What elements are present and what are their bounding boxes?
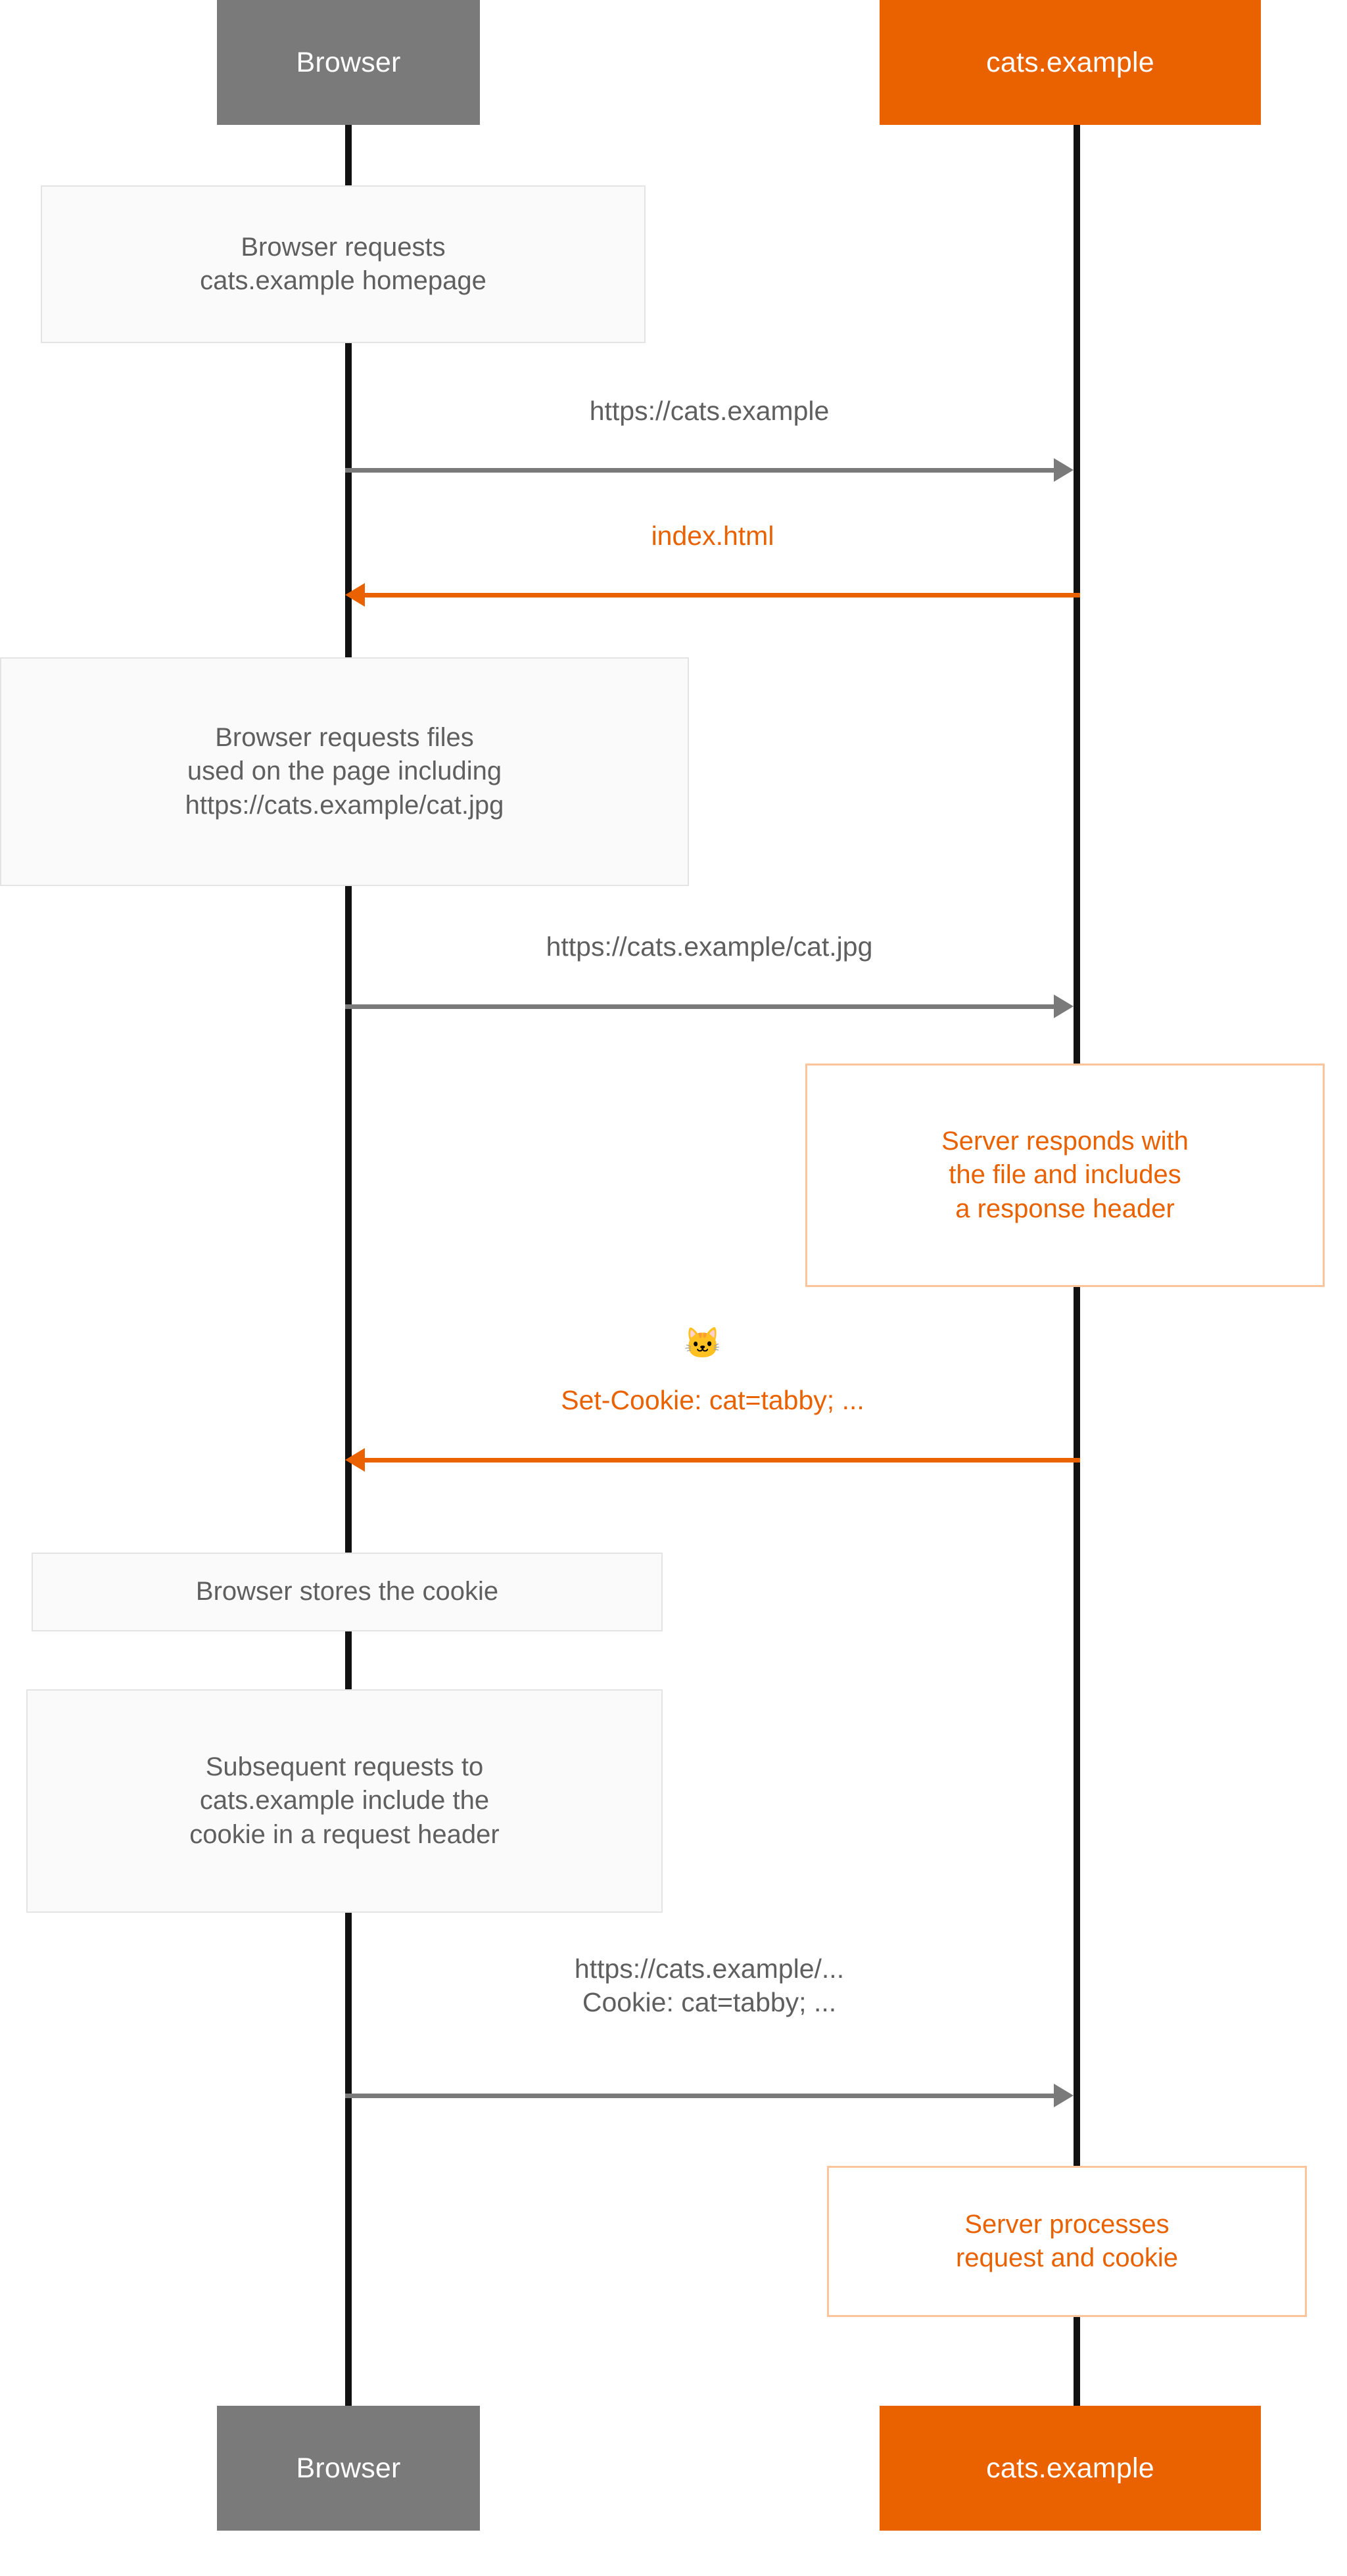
- note-line: Server processes: [964, 2209, 1170, 2239]
- message-label-index-html: [345, 519, 1080, 553]
- note-server-processes-request: [827, 2166, 1307, 2317]
- arrowhead-response-index-html: [345, 583, 365, 607]
- arrow-request-homepage: [345, 468, 1054, 473]
- message-label-set-cookie: [345, 1384, 1080, 1417]
- note-browser-stores-cookie: [32, 1553, 663, 1631]
- note-line: Server responds with: [941, 1127, 1189, 1156]
- actor-server-top: cats.example: [880, 0, 1261, 125]
- message-label-request-homepage: [345, 394, 1074, 428]
- note-line: cats.example include the: [199, 1786, 490, 1815]
- note-line: Browser requests: [241, 232, 446, 262]
- arrow-request-cat-jpg: [345, 1004, 1054, 1009]
- note-line: cats.example homepage: [200, 266, 486, 295]
- note-line: Browser requests files: [215, 723, 474, 753]
- message-line: Cookie: cat=tabby; ...: [582, 1987, 837, 2018]
- lifeline-browser: [345, 125, 352, 2452]
- note-line: cookie in a request header: [189, 1819, 500, 1849]
- actor-browser-top: Browser: [217, 0, 480, 125]
- note-browser-requests-homepage: [41, 185, 646, 343]
- arrowhead-response-set-cookie: [345, 1448, 365, 1472]
- note-subsequent-requests: [26, 1689, 663, 1913]
- arrowhead-request-homepage: [1054, 458, 1074, 482]
- note-line: https://cats.example/cat.jpg: [185, 790, 504, 820]
- arrowhead-request-cat-jpg: [1054, 995, 1074, 1018]
- note-line: Subsequent requests to: [205, 1752, 484, 1782]
- arrow-request-with-cookie: [345, 2094, 1054, 2098]
- message-line: https://cats.example/cat.jpg: [546, 931, 873, 962]
- message-label-request-with-cookie: [345, 1952, 1074, 2020]
- note-line: Browser stores the cookie: [195, 1577, 499, 1606]
- arrowhead-request-with-cookie: [1054, 2084, 1074, 2107]
- note-line: the file and includes: [949, 1160, 1181, 1190]
- note-browser-requests-files: [0, 657, 689, 886]
- cat-face-icon: 🐱: [684, 1326, 722, 1360]
- message-line: index.html: [651, 521, 774, 551]
- message-line: Set-Cookie: cat=tabby; ...: [561, 1385, 864, 1415]
- note-line: a response header: [955, 1194, 1175, 1223]
- arrow-response-index-html: [365, 593, 1080, 597]
- message-line: https://cats.example/...: [574, 1954, 845, 1984]
- message-line: https://cats.example: [589, 396, 830, 426]
- message-label-request-cat-jpg: [345, 930, 1074, 964]
- lifeline-server: [1074, 125, 1080, 2452]
- arrow-response-set-cookie: [365, 1458, 1080, 1463]
- note-line: request and cookie: [955, 2243, 1178, 2272]
- actor-browser-bottom: Browser: [217, 2406, 480, 2531]
- note-server-responds-with-header: [805, 1064, 1325, 1287]
- actor-server-bottom: cats.example: [880, 2406, 1261, 2531]
- note-line: used on the page including: [187, 757, 502, 786]
